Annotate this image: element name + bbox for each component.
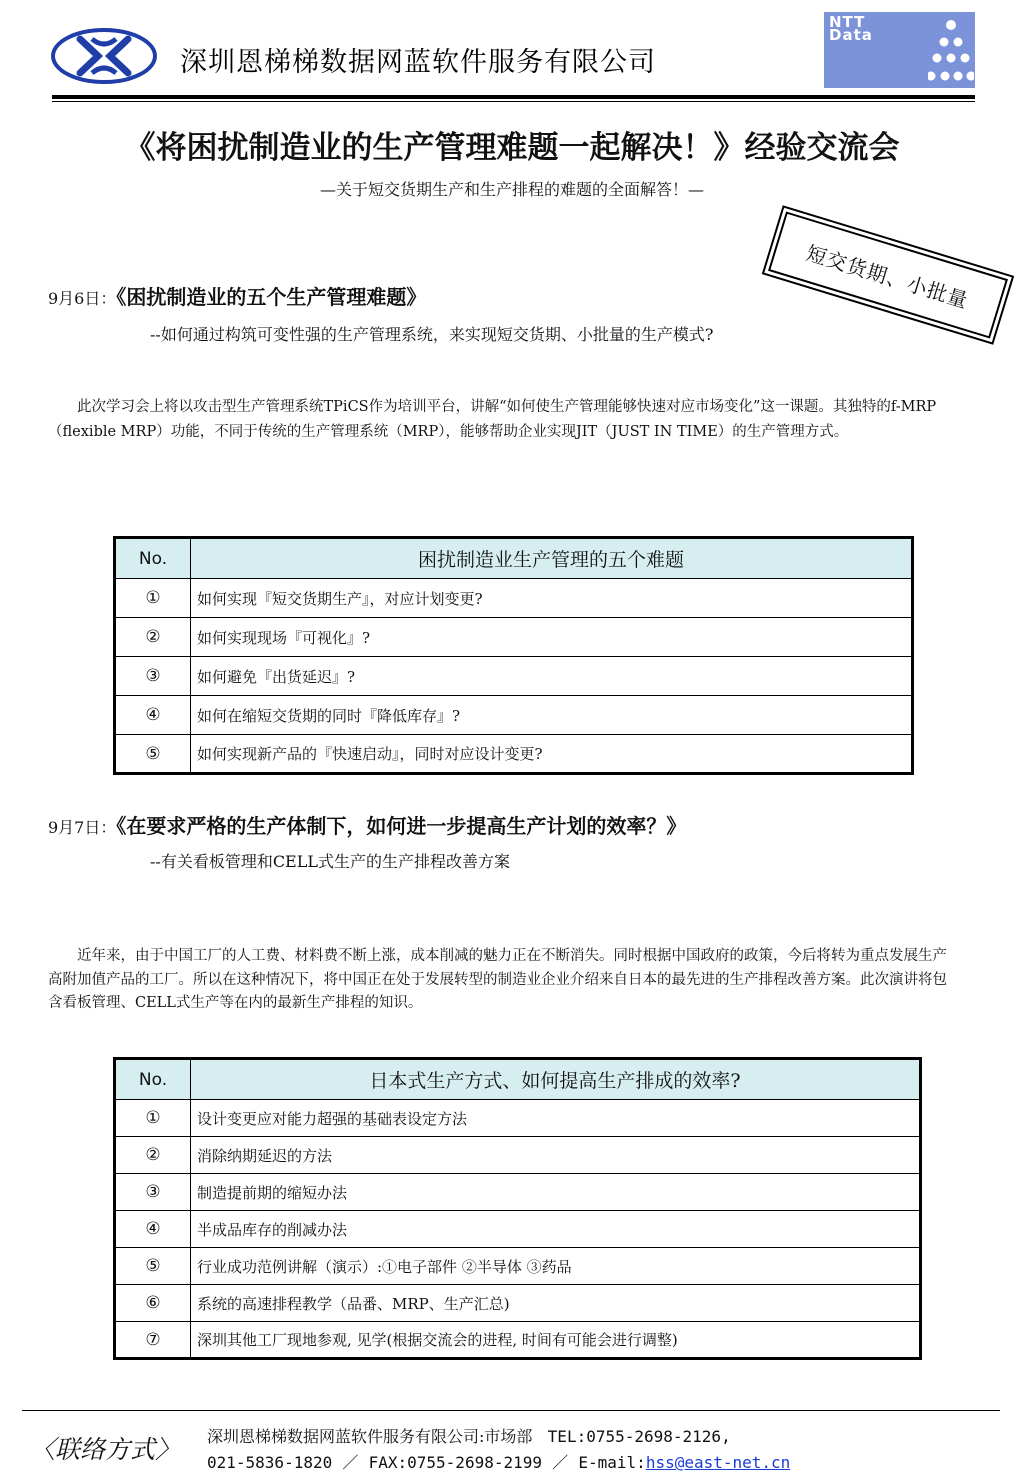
tel-number-2: 021-5836-1820 [207,1453,333,1472]
day2-date: 9月7日： [48,818,117,837]
row-number: ⑤ [115,735,191,774]
row-text: 如何实现新产品的『快速启动』，同时对应设计变更? [191,735,913,774]
header-rule [52,95,975,99]
row-text: 设计变更应对能力超强的基础表设定方法 [191,1100,921,1137]
row-number: ⑦ [115,1322,191,1359]
row-text: 如何实现现场『可视化』? [191,618,913,657]
contact-label: 〈联络方式〉 [30,1435,181,1464]
table-header-row [115,538,913,579]
row-text: 如何在缩短交货期的同时『降低库存』? [191,696,913,735]
separator: ／ [547,1453,574,1472]
table-row [115,1285,921,1322]
day2-paragraph: 近年来，由于中国工厂的人工费、材料费不断上涨，成本削减的魅力正在不断消失。同时根据中国政府的政策，今后将转为重点发展生产高附加值产品的工厂。所以在这种情况下，将中国正在处于发展转型的制造业企业介绍来自日本的最先进的生产排程改善方案。此次演讲将包含看板管理、CELL式生产等在内的最新生产排程的知识。 [48,948,947,1011]
day1-subtopic: --如何通过构筑可变性强的生产管理系统，来实现短交货期、小批量的生产模式? [150,325,714,344]
row-text: 深圳其他工厂现地参观, 见学(根据交流会的进程, 时间有可能会进行调整) [191,1322,921,1359]
col-no-header: No. [115,538,191,579]
row-text: 消除纳期延迟的方法 [191,1137,921,1174]
row-text: 制造提前期的缩短办法 [191,1174,921,1211]
table-row [115,1174,921,1211]
row-text: 系统的高速排程教学（品番、MRP、生产汇总) [191,1285,921,1322]
row-number: ① [115,1100,191,1137]
footer-rule [22,1410,1000,1411]
fax-number: FAX:0755-2698-2199 [368,1453,542,1472]
company-dept: 深圳恩梯梯数据网蓝软件服务有限公司:市场部 [207,1427,533,1446]
contact-line-2 [207,1450,790,1473]
row-text: 半成品库存的削减办法 [191,1211,921,1248]
day2-subtopic: --有关看板管理和CELL式生产的生产排程改善方案 [150,852,510,871]
col-title-header: 日本式生产方式、如何提高生产排成的效率? [191,1059,921,1100]
table-row [115,1211,921,1248]
table-row [115,1322,921,1359]
dot-pyramid-icon [928,18,974,86]
separator: ／ [337,1453,364,1472]
header-rule-thin [52,101,975,102]
table-row [115,579,913,618]
row-number: ① [115,579,191,618]
col-no-header: No. [115,1059,191,1100]
day1-paragraph: 此次学习会上将以攻击型生产管理系统TPiCS作为培训平台，讲解“如何使生产管理能够快速对应市场变化”这一课题。其独特的f-MRP（flexible MRP）功能，不同于传统的生产管理系统（MRP），能够帮助企业实现JIT（JUST IN TIME）的生产管理方式。 [48,399,937,440]
company-name: 深圳恩梯梯数据网蓝软件服务有限公司 [180,47,656,78]
stamp-badge: 短交货期、小批量 [768,211,1008,338]
table-row [115,618,913,657]
table-row [115,696,913,735]
table-row [115,735,913,774]
page-title: 《将困扰制造业的生产管理难题一起解决！》经验交流会 [124,130,900,166]
tel-number: TEL:0755-2698-2126, [547,1427,731,1446]
row-number: ② [115,1137,191,1174]
row-number: ⑥ [115,1285,191,1322]
ntt-data-logo: NTT Data [824,12,975,88]
row-text: 如何避免『出货延迟』? [191,657,913,696]
contact-line-1 [207,1424,731,1447]
row-number: ④ [115,696,191,735]
row-number: ⑤ [115,1248,191,1285]
day1-heading [48,281,426,310]
day2-topic: 《在要求严格的生产体制下，如何进一步提高生产计划的效率？》 [116,814,687,838]
email-link[interactable]: hss@east-net.cn [645,1453,791,1472]
row-text: 如何实现『短交货期生产』，对应计划变更? [191,579,913,618]
day2-heading [48,810,686,839]
table-row [115,1248,921,1285]
row-number: ④ [115,1211,191,1248]
table-row [115,1100,921,1137]
table-row [115,657,913,696]
table-row [115,1137,921,1174]
row-number: ③ [115,1174,191,1211]
company-logo [50,27,158,85]
row-number: ② [115,618,191,657]
row-number: ③ [115,657,191,696]
email-label: E-mail: [578,1453,646,1472]
day1-date: 9月6日： [48,289,117,308]
day1-table [113,536,914,775]
day2-table [113,1057,922,1360]
table-header-row [115,1059,921,1100]
page-subtitle: —关于短交货期生产和生产排程的难题的全面解答！— [319,180,704,199]
col-title-header: 困扰制造业生产管理的五个难题 [191,538,913,579]
row-text: 行业成功范例讲解（演示）:①电子部件 ②半导体 ③药品 [191,1248,921,1285]
day1-topic: 《困扰制造业的五个生产管理难题》 [116,285,427,309]
